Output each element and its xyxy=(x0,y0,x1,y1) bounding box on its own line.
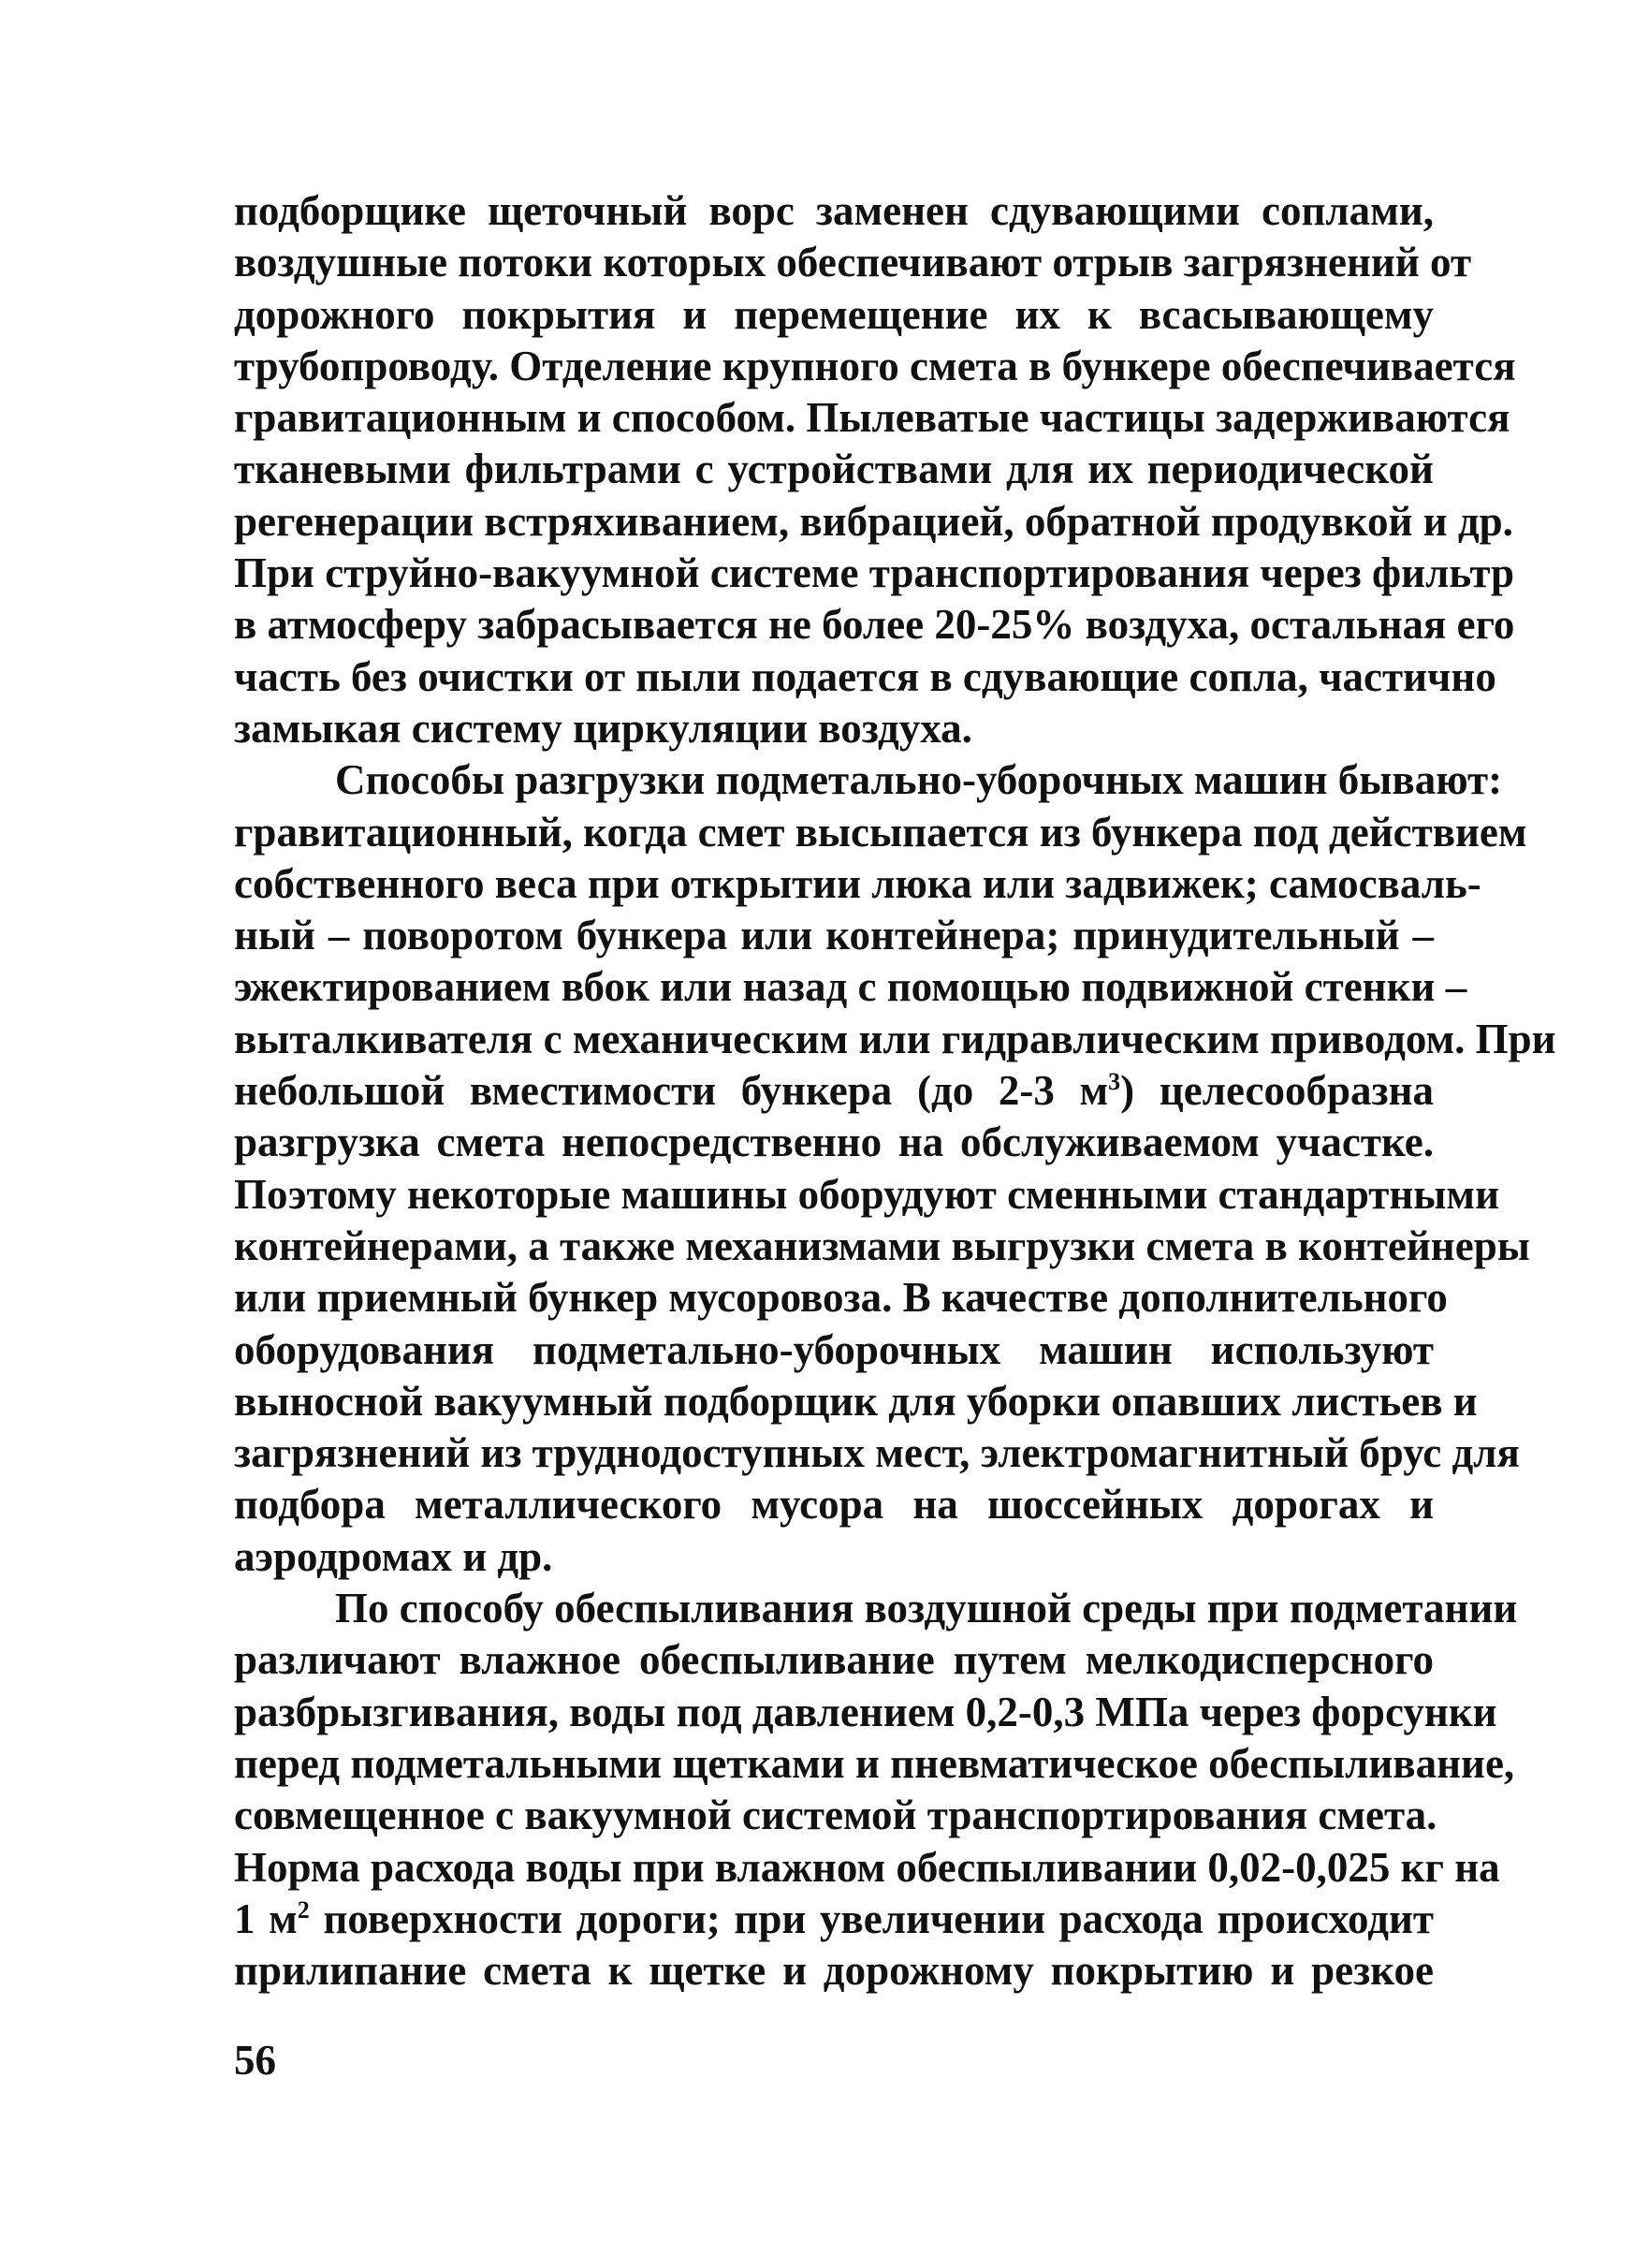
text-line: выносной вакуумный подборщик для уборки опавших листьев и xyxy=(234,1377,1478,1425)
text-line: разбрызгивания, воды под давлением 0,2-0,3 МПа через форсунки xyxy=(234,1688,1497,1735)
paragraph-first-line: По способу обеспыливания воздушной среды при подметании xyxy=(335,1585,1518,1632)
text-line: прилипание смета к щетке и дорожному покрытию и резкое xyxy=(234,1947,1434,1995)
text-line: различают влажное обеспыливание путем мелкодисперсного xyxy=(234,1636,1434,1684)
text-line: оборудования подметально-уборочных машин используют xyxy=(234,1325,1434,1373)
text-line: подбора металлического мусора на шоссейных дорогах и xyxy=(234,1481,1434,1529)
text-line: воздушные потоки которых обеспечивают отрыв загрязнений от xyxy=(234,239,1472,286)
text-fragment: 1 м xyxy=(234,1895,298,1942)
text-fragment: ) целесообразна xyxy=(1120,1067,1434,1115)
text-line: подборщике щеточный ворс заменен сдувающими соплами, xyxy=(234,187,1434,234)
text-line: трубопроводу. Отделение крупного смета в бункере обеспечивается xyxy=(234,342,1516,389)
text-line: или приемный бункер мусоровоза. В качестве дополнительного xyxy=(234,1274,1448,1322)
text-line: дорожного покрытия и перемещение их к всасывающему xyxy=(234,290,1434,338)
text-line: эжектированием вбок или назад с помощью подвижной стенки – xyxy=(234,963,1467,1011)
page-number: 56 xyxy=(234,2037,276,2084)
body-text xyxy=(234,185,1556,1997)
text-line: регенерации встряхиванием, вибрацией, обратной продувкой и др. xyxy=(234,497,1513,545)
text-line-with-superscript xyxy=(234,1065,1434,1117)
text-line: разгрузка смета непосредственно на обслуживаемом участке. xyxy=(234,1119,1434,1166)
text-fragment: поверхности дороги; при увеличении расхода происходит xyxy=(309,1895,1434,1942)
text-line: Поэтому некоторые машины оборудуют сменными стандартными xyxy=(234,1170,1499,1218)
text-line: собственного веса при открытии люка или задвижек; самосваль- xyxy=(234,859,1481,907)
text-line: гравитационный, когда смет высыпается из бункера под действием xyxy=(234,808,1527,856)
text-line-with-superscript xyxy=(234,1894,1434,1945)
text-line: гравитационным и способом. Пылеватые частицы задерживаются xyxy=(234,394,1510,442)
text-line: выталкивателя с механическим или гидравлическим приводом. При xyxy=(234,1015,1556,1062)
text-line: Норма расхода воды при влажном обеспыливании 0,02-0,025 кг на xyxy=(234,1843,1500,1891)
text-line: загрязнений из труднодоступных мест, электромагнитный брус для xyxy=(234,1429,1520,1477)
paragraph-first-line: Способы разгрузки подметально-уборочных машин бывают: xyxy=(335,756,1503,804)
text-line: При струйно-вакуумной системе транспортирования через фильтр xyxy=(234,549,1515,597)
text-line: замыкая систему циркуляции воздуха. xyxy=(234,704,972,752)
text-line: совмещенное с вакуумной системой транспортирования смета. xyxy=(234,1792,1437,1839)
superscript: 3 xyxy=(1108,1068,1121,1096)
superscript: 2 xyxy=(297,1895,310,1924)
text-fragment: небольшой вместимости бункера (до 2-3 м xyxy=(234,1067,1109,1115)
text-line: в атмосферу забрасывается не более 20-25% воздуха, остальная его xyxy=(234,601,1515,649)
text-line: аэродромах и др. xyxy=(234,1532,553,1580)
text-line: тканевыми фильтрами с устройствами для их периодической xyxy=(234,446,1434,493)
text-line: часть без очистки от пыли подается в сдувающие сопла, частично xyxy=(234,652,1496,700)
text-line: ный – поворотом бункера или контейнера; принудительный – xyxy=(234,912,1434,959)
text-line: контейнерами, а также механизмами выгрузки смета в контейнеры xyxy=(234,1222,1530,1269)
text-line: перед подметальными щетками и пневматическое обеспыливание, xyxy=(234,1739,1515,1787)
